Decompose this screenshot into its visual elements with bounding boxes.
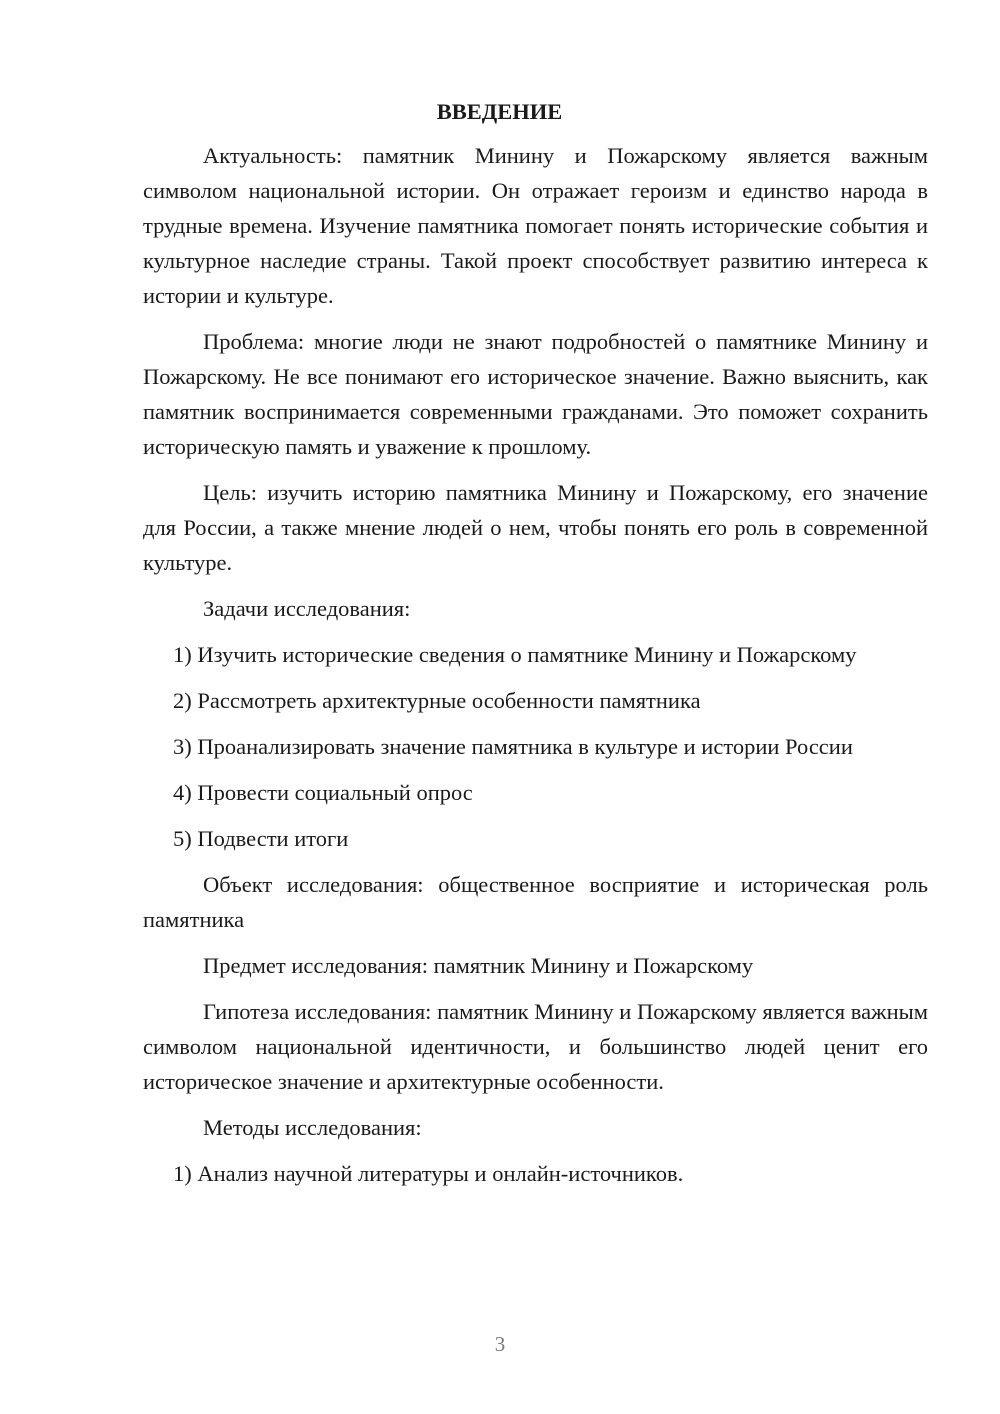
paragraph-tasks-heading: Задачи исследования: [203,596,411,621]
task-item-4: 4) Провести социальный опрос [173,780,473,805]
page-content [143,98,928,1202]
task-item-2: 2) Рассмотреть архитектурные особенности памятника [173,688,701,713]
paragraph-hypothesis: Гипотеза исследования: памятник Минину и Пожарскому является важным символом национальной идентичности, и большинство людей ценит его историческое значение и архитектурные особенности. [143,999,928,1094]
task-item-1: 1) Изучить исторические сведения о памятнике Минину и Пожарскому [173,642,857,667]
task-item-3: 3) Проанализировать значение памятника в культуре и истории России [173,734,853,759]
page-title [143,98,928,126]
paragraph-goal: Цель: изучить историю памятника Минину и Пожарскому, его значение для России, а также мнение людей о нем, чтобы понять его роль в современной культуре. [143,480,928,575]
method-item-1: 1) Анализ научной литературы и онлайн-источников. [173,1161,684,1186]
paragraph-methods-heading: Методы исследования: [203,1115,422,1140]
task-item-5: 5) Подвести итоги [173,826,349,851]
paragraph-relevance: Актуальность: памятник Минину и Пожарскому является важным символом национальной истории. Он отражает героизм и единство народа в трудные времена. Изучение памятника помогает понять исторические события и культурное наследие страны. Такой проект способствует развитию интереса к истории и культуре. [143,143,928,308]
paragraph-object: Объект исследования: общественное восприятие и историческая роль памятника [143,872,928,932]
paragraph-subject: Предмет исследования: памятник Минину и Пожарскому [203,953,754,978]
page-number: 3 [494,1332,506,1356]
paragraph-problem: Проблема: многие люди не знают подробностей о памятнике Минину и Пожарскому. Не все понимают его историческое значение. Важно выяснить, как памятник воспринимается современными гражданами. Это поможет сохранить историческую память и уважение к прошлому. [143,329,928,459]
page-title-text: ВВЕДЕНИЕ [436,99,563,124]
